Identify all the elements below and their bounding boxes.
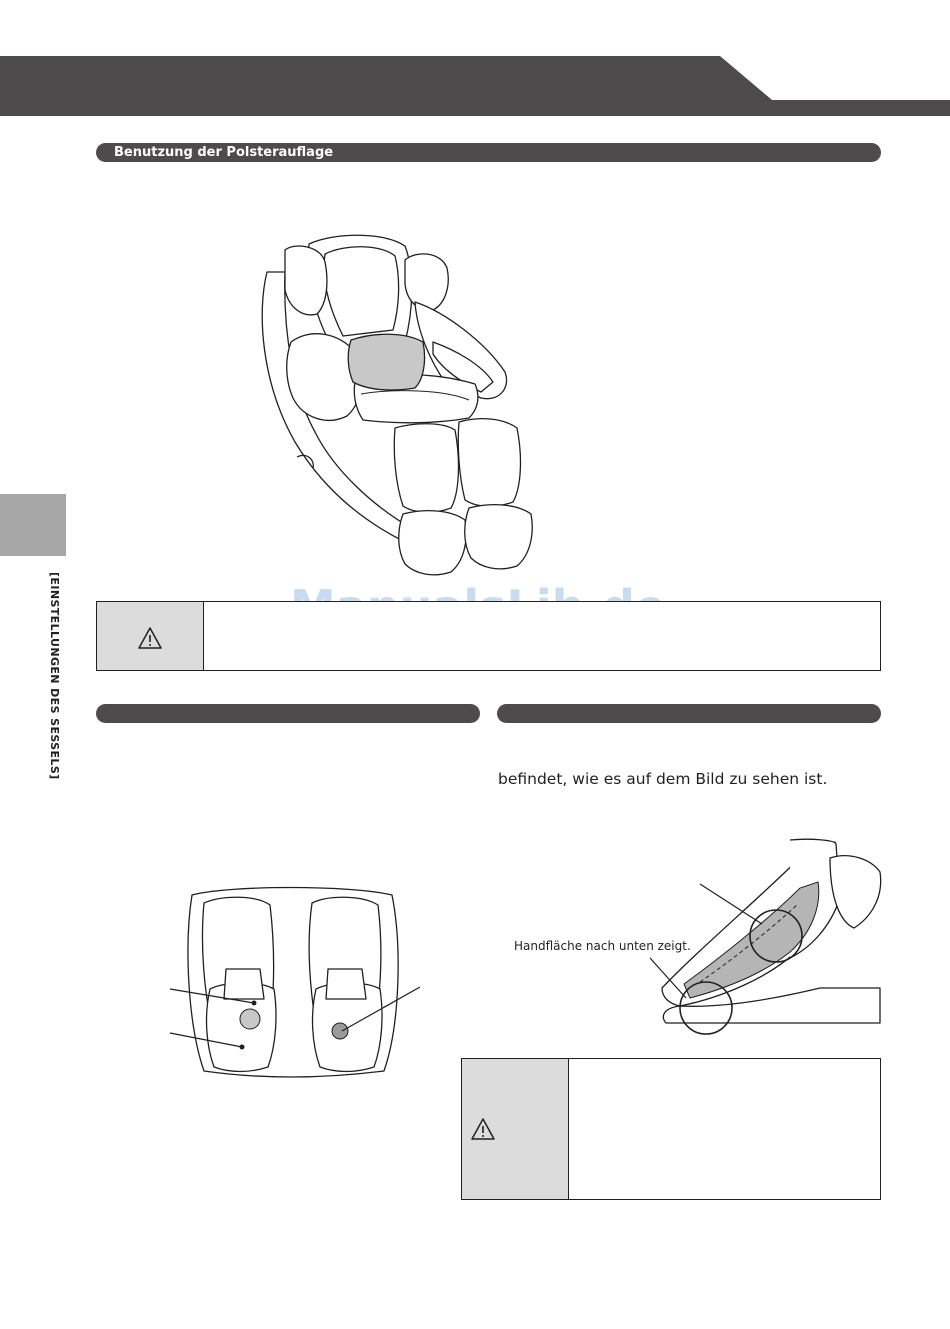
warning-box-2 (461, 1058, 881, 1200)
figure-caption: Handfläche nach unten zeigt. (514, 939, 691, 953)
section-title: Benutzung der Polsterauflage (114, 145, 334, 160)
shaded-pad (348, 334, 424, 390)
warning-triangle-icon (470, 1117, 496, 1141)
massage-chair-illustration (255, 232, 575, 592)
chapter-side-label: [EINSTELLUNGEN DES SESSELS] (48, 572, 61, 780)
subsection-bar-right (497, 704, 881, 723)
warning-triangle-icon (137, 626, 163, 650)
header-band (0, 0, 950, 120)
chapter-tab (0, 494, 66, 556)
legrest-illustration (170, 885, 420, 1085)
warning-box-1 (96, 601, 881, 671)
section-heading-bar (96, 143, 881, 162)
subsection-bar-left (96, 704, 480, 723)
right-column-body-text: befindet, wie es auf dem Bild zu sehen ist. (498, 770, 828, 788)
